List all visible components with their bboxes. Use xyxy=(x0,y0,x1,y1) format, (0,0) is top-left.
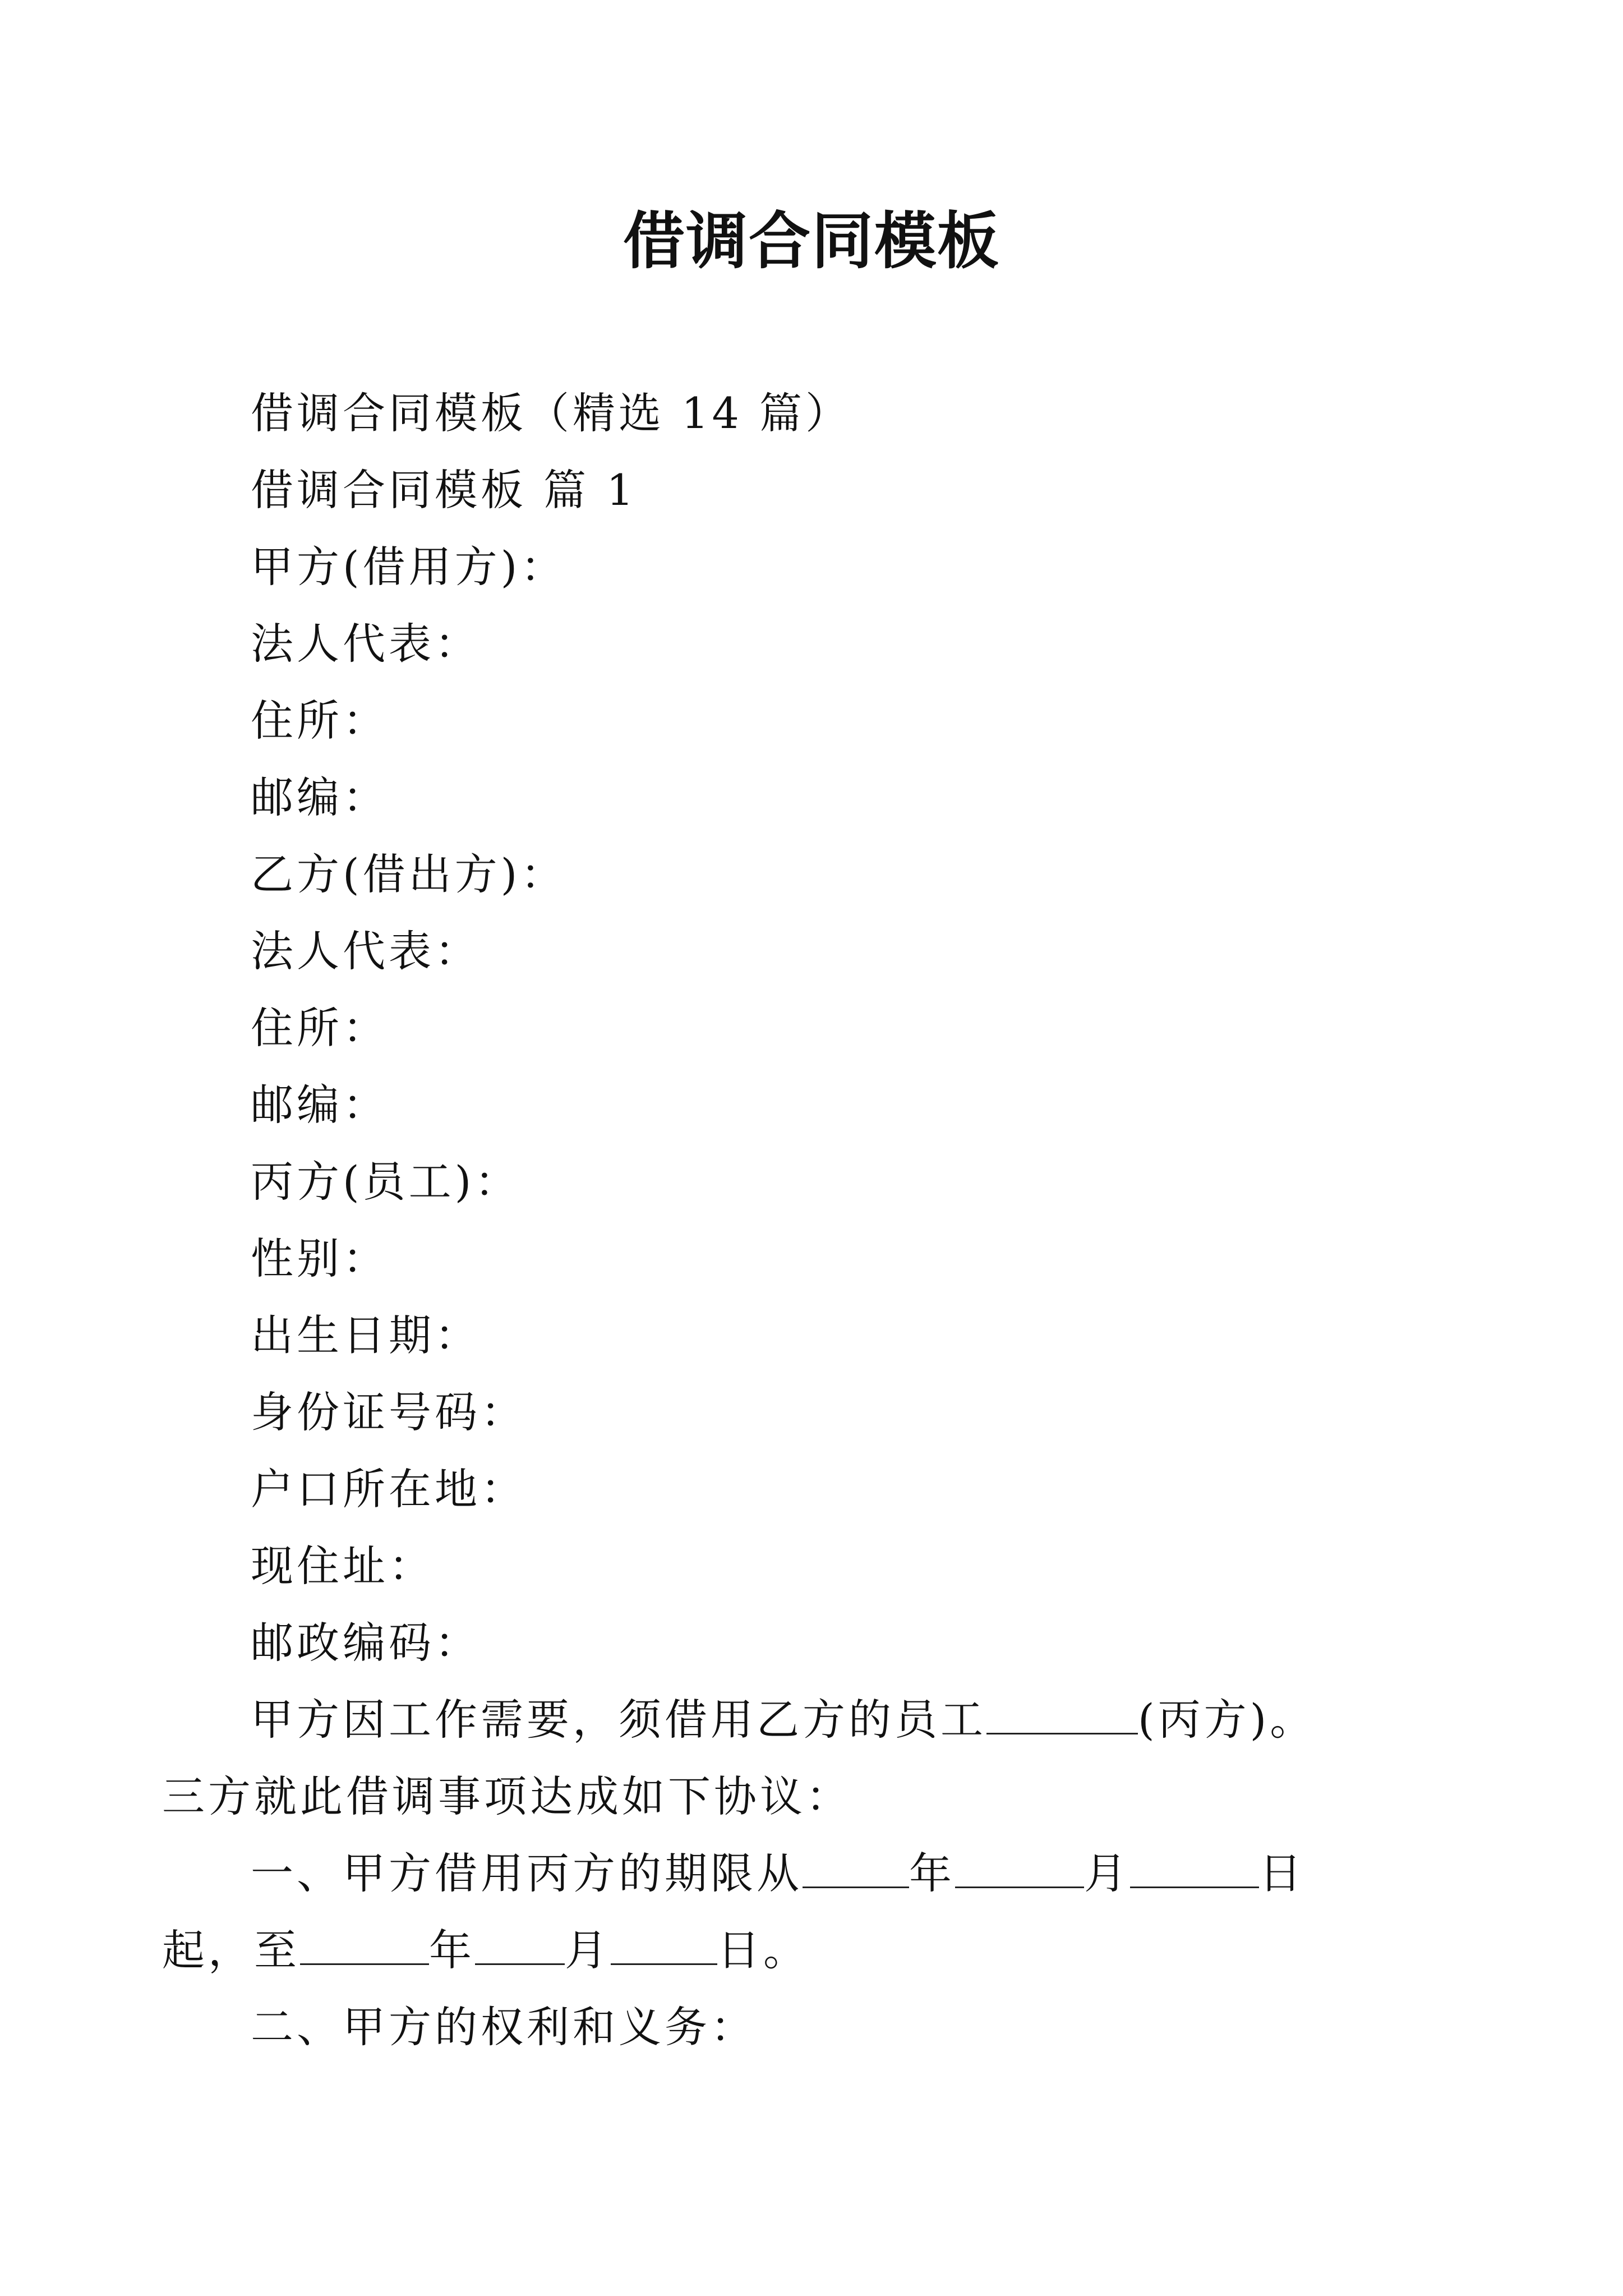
clause-1-end-month: 月 xyxy=(565,1925,611,1975)
intro-line-1 xyxy=(251,1681,1372,1758)
clause-1-line-1 xyxy=(251,1835,1372,1912)
party-c-gender: 性别： xyxy=(251,1234,389,1283)
blank-start-day xyxy=(1130,1842,1259,1888)
document-title: 借调合同模板 xyxy=(623,205,1000,277)
party-c-label: 丙方(员工)： xyxy=(251,1157,521,1207)
blank-end-day xyxy=(611,1918,717,1965)
party-c-birth: 出生日期： xyxy=(251,1310,481,1360)
party-b-postcode: 邮编： xyxy=(251,1080,389,1130)
blank-end-year xyxy=(300,1918,429,1965)
party-c-hukou: 户口所在地： xyxy=(251,1464,527,1514)
intro-line-2: 三方就此借调事项达成如下协议： xyxy=(162,1772,852,1821)
clause-1-text: 一、甲方借用丙方的期限从 xyxy=(251,1848,803,1898)
document-body xyxy=(162,375,1372,2065)
party-a-postcode: 邮编： xyxy=(251,772,389,822)
clause-2: 二、甲方的权利和义务： xyxy=(251,2002,757,2052)
subtitle: 借调合同模板（精选 14 篇） xyxy=(251,388,852,438)
clause-1-line-2 xyxy=(162,1912,1372,1989)
party-a-label: 甲方(借用方)： xyxy=(251,542,567,592)
party-c-postcode: 邮政编码： xyxy=(251,1618,481,1668)
clause-1-year: 年 xyxy=(909,1848,955,1898)
blank-employee-name xyxy=(986,1688,1138,1734)
blank-end-month xyxy=(475,1918,565,1965)
party-b-address: 住所： xyxy=(251,1003,389,1053)
blank-start-month xyxy=(955,1842,1084,1888)
intro-text-1: 甲方因工作需要，须借用乙方的员工 xyxy=(251,1695,986,1745)
clause-1-end-year: 年 xyxy=(429,1925,475,1975)
party-a-rep: 法人代表： xyxy=(251,619,481,669)
clause-1-text-2: 起，至 xyxy=(162,1925,300,1975)
intro-text-2: (丙方)。 xyxy=(1138,1695,1316,1745)
party-b-rep: 法人代表： xyxy=(251,926,481,976)
party-a-address: 住所： xyxy=(251,696,389,746)
party-b-label: 乙方(借出方)： xyxy=(251,849,567,899)
clause-1-day: 日 xyxy=(1259,1848,1305,1898)
blank-start-year xyxy=(803,1842,909,1888)
party-c-current-address: 现住址： xyxy=(251,1541,435,1591)
party-c-id-number: 身份证号码： xyxy=(251,1387,527,1437)
clause-1-month: 月 xyxy=(1084,1848,1130,1898)
clause-1-end: 日。 xyxy=(717,1925,809,1975)
section-heading: 借调合同模板 篇 1 xyxy=(251,465,637,515)
